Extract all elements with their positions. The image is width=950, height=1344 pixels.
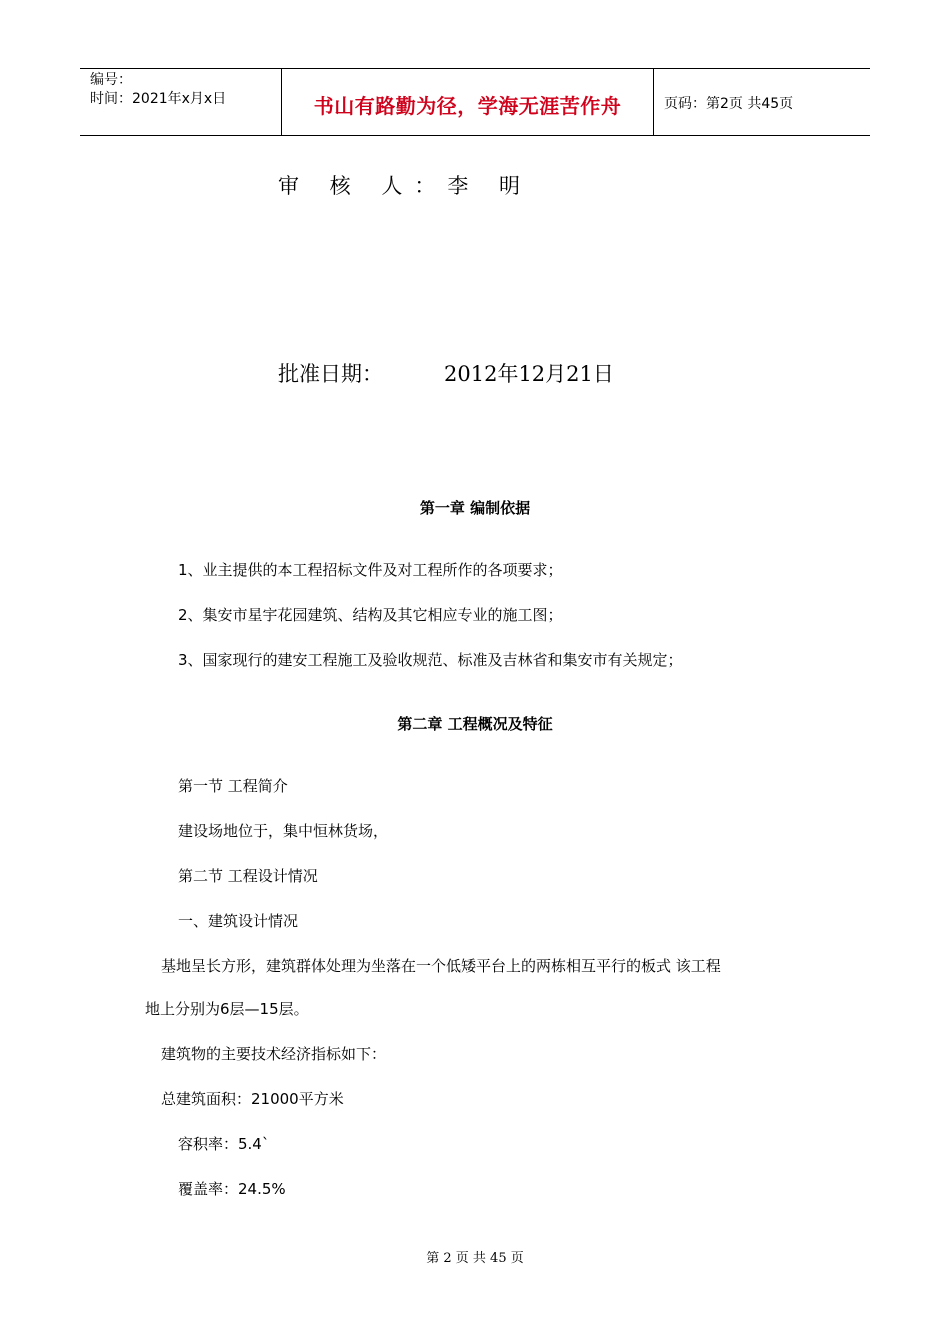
chapter1-title: 第一章 编制依据 bbox=[419, 499, 531, 517]
page-footer: 第 2 页 共 45 页 bbox=[426, 1251, 524, 1266]
section1-title: 第一节 工程简介 bbox=[178, 777, 288, 795]
motto-text: 书山有路勤为径，学海无涯苦作舟 bbox=[313, 93, 622, 118]
approval-date: 2012年12月21日 bbox=[444, 362, 614, 386]
total-area: 总建筑面积：21000平方米 bbox=[161, 1090, 344, 1108]
approval-label: 批准日期： bbox=[278, 362, 383, 386]
section1-text: 建设场地位于，集中恒林货场， bbox=[178, 822, 389, 840]
header-middle-cell bbox=[281, 69, 654, 135]
page-info: 页码：第2页 共45页 bbox=[664, 96, 794, 112]
chapter1-item-3: 3、国家现行的建安工程施工及验收规范、标准及吉林省和集安市有关规定； bbox=[178, 651, 683, 669]
reviewer-name: 李 明 bbox=[447, 174, 533, 198]
para2: 建筑物的主要技术经济指标如下： bbox=[161, 1045, 387, 1063]
number-label: 编号： bbox=[90, 72, 132, 88]
coverage-ratio: 覆盖率：24.5% bbox=[178, 1180, 286, 1198]
header-table bbox=[80, 68, 870, 136]
chapter1-item-2: 2、集安市星宇花园建筑、结构及其它相应专业的施工图； bbox=[178, 606, 563, 624]
para1-line1: 基地呈长方形，建筑群体处理为坐落在一个低矮平台上的两栋相互平行的板式 该工程 bbox=[161, 957, 721, 975]
section2-title: 第二节 工程设计情况 bbox=[178, 867, 318, 885]
reviewer-label: 审 核 人： bbox=[278, 174, 448, 198]
para1-line2: 地上分别为6层—15层。 bbox=[145, 1000, 309, 1018]
reviewer-line bbox=[278, 170, 532, 200]
time-label: 时间：2021年x月x日 bbox=[90, 91, 227, 107]
header-right-cell bbox=[654, 69, 870, 135]
chapter2-title: 第二章 工程概况及特征 bbox=[397, 715, 553, 733]
chapter1-item-1: 1、业主提供的本工程招标文件及对工程所作的各项要求； bbox=[178, 561, 563, 579]
floor-area-ratio: 容积率：5.4` bbox=[178, 1135, 270, 1153]
header-left-cell bbox=[80, 69, 281, 135]
subsection1-title: 一、建筑设计情况 bbox=[178, 912, 299, 930]
